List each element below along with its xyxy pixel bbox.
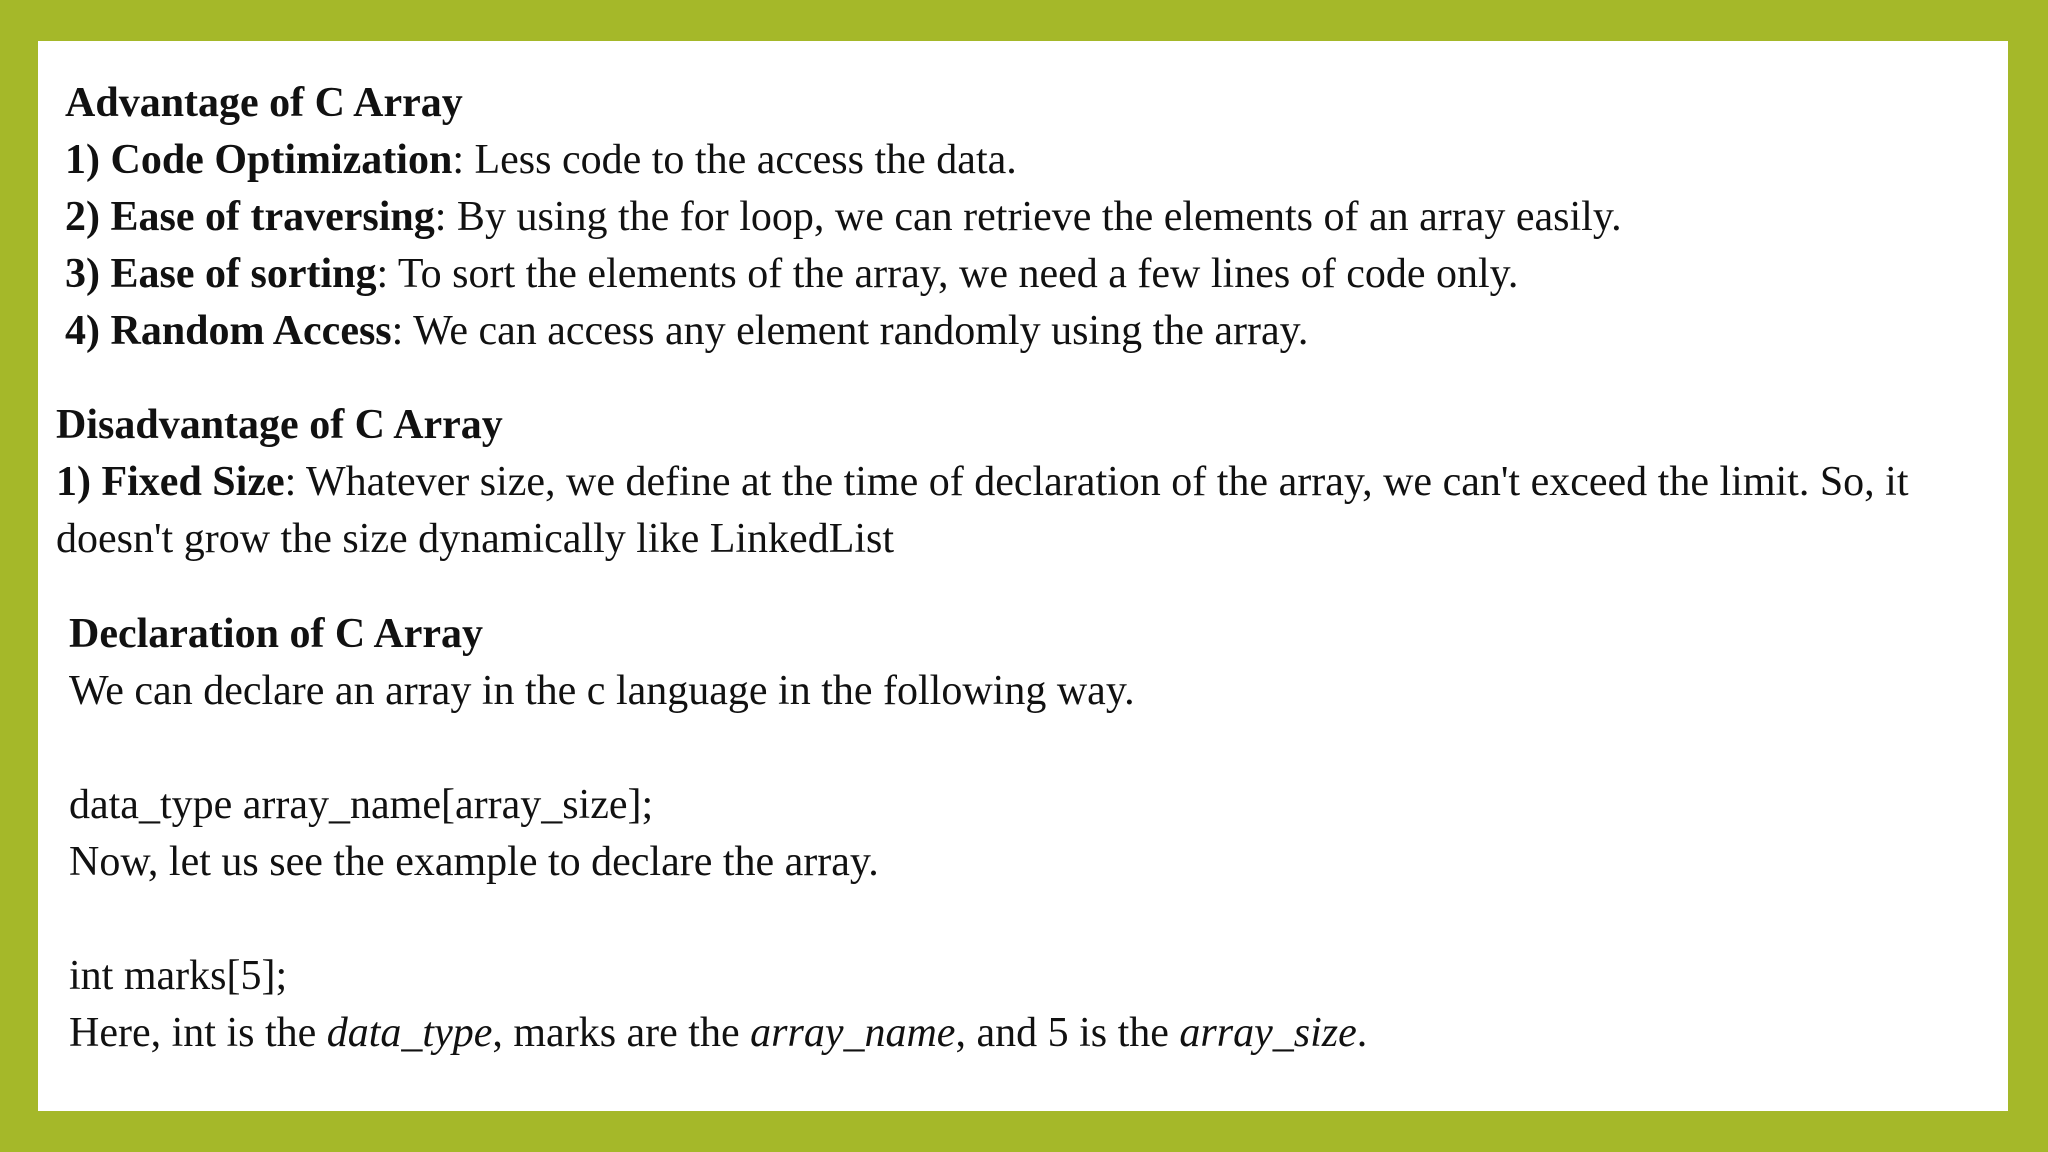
example-explanation [69,1005,1969,1062]
advantage-term: 1) Code Optimization [65,137,453,183]
advantages-heading: Advantage of C Array [65,80,463,126]
example-intro: Now, let us see the example to declare the array. [69,839,879,885]
slide-card [38,41,2008,1111]
advantage-item-ease-of-sorting [65,246,1965,303]
advantage-item-random-access [65,303,1965,360]
disadvantages-section [56,397,1956,568]
advantages-section [65,75,1965,360]
advantage-item-code-optimization [65,132,1965,189]
advantage-text: : By using the for loop, we can retrieve the elements of an array easily. [434,194,1622,240]
declaration-intro: We can declare an array in the c language in the following way. [69,668,1135,714]
advantage-item-ease-of-traversing [65,189,1965,246]
declaration-heading: Declaration of C Array [69,611,484,657]
explanation-term-data-type: data_type [326,1010,493,1056]
explanation-term-array-name: array_name [750,1010,956,1056]
advantage-text: : Less code to the access the data. [452,137,1017,183]
spacer [69,891,1969,948]
explanation-text: . [1356,1010,1368,1056]
disadvantage-term: 1) Fixed Size [56,459,285,505]
explanation-text: , marks are the [492,1010,751,1056]
advantage-term: 4) Random Access [65,308,392,354]
explanation-text: Here, int is the [69,1010,327,1056]
advantage-term: 3) Ease of sorting [65,251,377,297]
advantage-text: : To sort the elements of the array, we need a few lines of code only. [376,251,1519,297]
advantage-term: 2) Ease of traversing [65,194,435,240]
disadvantages-heading: Disadvantage of C Array [56,402,503,448]
example-code: int marks[5]; [69,953,288,999]
explanation-text: , and 5 is the [955,1010,1180,1056]
disadvantage-item-fixed-size [56,454,1956,568]
explanation-term-array-size: array_size [1179,1010,1357,1056]
spacer [69,720,1969,777]
declaration-section [69,606,1969,1062]
advantage-text: : We can access any element randomly using the array. [391,308,1309,354]
disadvantage-text: : Whatever size, we define at the time of declaration of the array, we can't exceed the limit. So, it doesn't grow the size dynamically like LinkedList [56,459,1909,562]
declaration-syntax: data_type array_name[array_size]; [69,782,654,828]
